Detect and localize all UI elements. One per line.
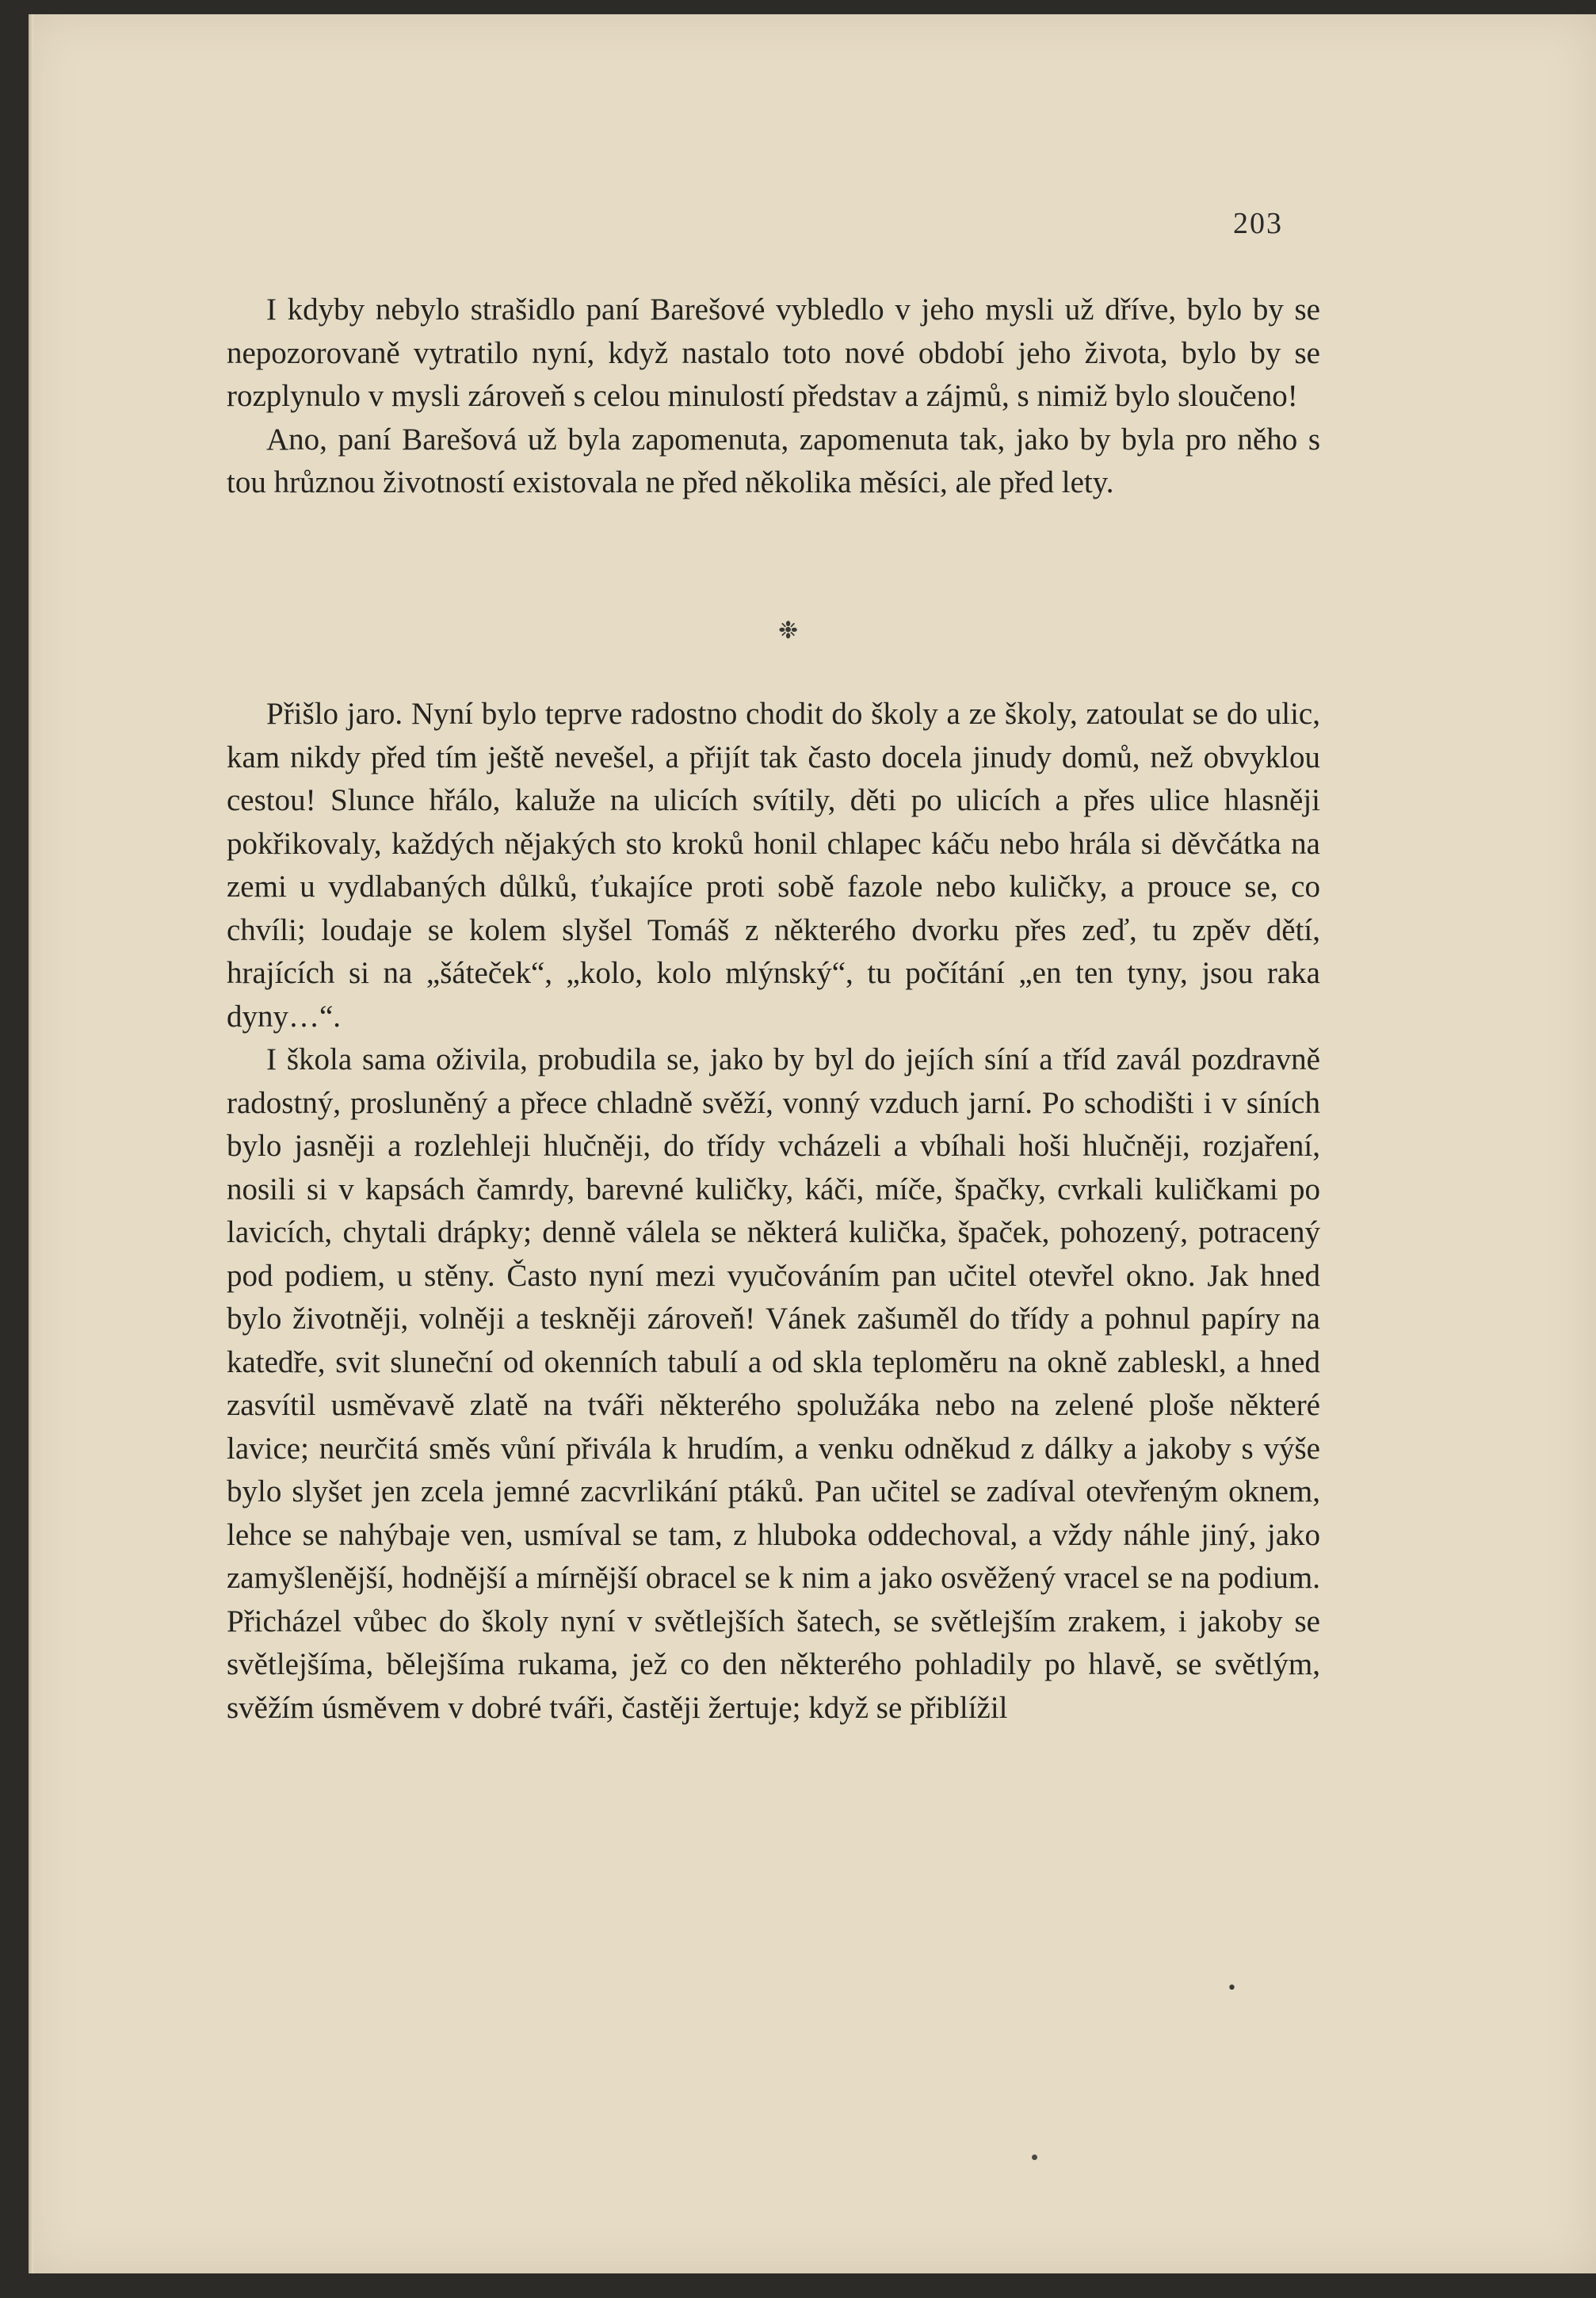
section-separator: ❉ xyxy=(778,617,799,644)
text-block-1 xyxy=(227,289,1320,505)
paragraph: Přišlo jaro. Nyní bylo teprve radostno chodit do školy a ze školy, zatoulat se do ulic, kam nikdy před tím ještě nevešel, a přijít tak často docela jinudy domů, než obvyklou cestou! Slunce hřálo, kaluže na ulicích svítily, děti po ulicích a přes ulice hlasněji pokřikovaly, každých nějakých sto kroků honil chlapec káču nebo hrála si děvčátka na zemi u vydlabaných důlků, ťukajíce proti sobě fazole nebo kuličky, a prouce se, co chvíli; loudaje se kolem slyšel Tomáš z některého dvorku přes zeď, tu zpěv dětí, hrajících si na „šáteček“, „kolo, kolo mlýnský“, tu počítání „en ten tyny, jsou raka dyny…“. xyxy=(227,697,1320,1034)
paragraph: I kdyby nebylo strašidlo paní Barešové vybledlo v jeho mysli už dříve, bylo by se nepozorovaně vytratilo nyní, když nastalo toto nové období jeho života, bylo by se rozplynulo v mysli zároveň s celou minulostí představ a zájmů, s nimiž bylo sloučeno! xyxy=(227,293,1320,413)
paragraph: Ano, paní Barešová už byla zapomenuta, zapomenuta tak, jako by byla pro něho s tou hrůznou životností existovala ne před několika měsíci, ale před lety. xyxy=(227,422,1320,499)
paper-speck xyxy=(1032,2155,1037,2160)
paragraph: I škola sama oživila, probudila se, jako by byl do jejích síní a tříd zavál pozdravně radostný, prosluněný a přece chladně svěží, vonný vzduch jarní. Po schodišti i v síních bylo jasněji a rozlehleji hlučněji, do třídy vcházeli a vbíhali hoši hlučněji, rozjaření, nosili si v kapsách čamrdy, barevné kuličky, káči, míče, špačky, cvrkali kuličkami po lavicích, chytali drápky; denně válela se některá kulička, špaček, pohozený, potracený pod podiem, u stěny. Často nyní mezi vyučováním pan učitel otevřel okno. Jak hned bylo životněji, volněji a teskněji zároveň! Vánek zašuměl do třídy a pohnul papíry na katedře, svit sluneční od okenních tabulí a od skla teploměru na okně zableskl, a hned zasvítil usměvavě zlatě na tváři některého spolužáka nebo na zelené ploše některé lavice; neurčitá směs vůní přivála k hrudím, a venku odněkud z dálky a jakoby s výše bylo slyšet jen zcela jemné zacvrlikání ptáků. Pan učitel se zadíval otevřeným oknem, lehce se nahýbaje ven, usmíval se tam, z hluboka oddechoval, a vždy náhle jiný, jako zamyšlenější, hodnější a mírnější obracel se k nim a jako osvěžený vracel se na podium. Přicházel vůbec do školy nyní v světlejších šatech, se světlejším zrakem, i jakoby se světlejšíma, bělejšíma rukama, jež co den některého pohladily po hlavě, se světlým, svěžím úsměvem v dobré tváři, častěji žertuje; když se přiblížil xyxy=(227,1042,1320,1725)
page-end-mark: • xyxy=(1227,1979,1237,1998)
book-page xyxy=(29,14,1596,2273)
text-block-2 xyxy=(227,693,1320,1730)
page-number: 203 xyxy=(1233,207,1283,240)
